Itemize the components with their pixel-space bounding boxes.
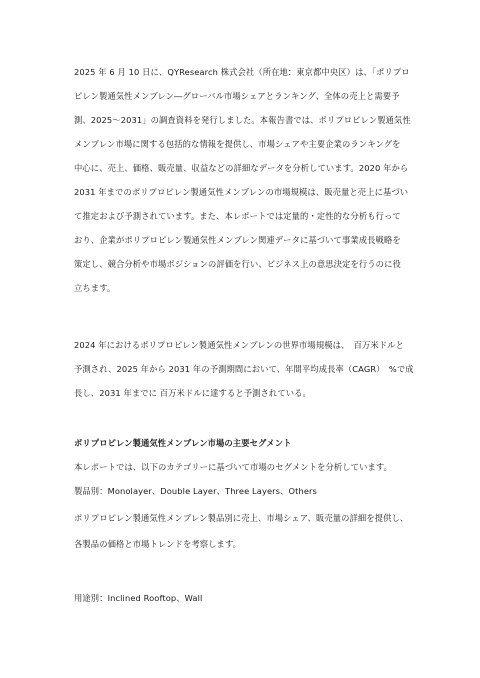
product-desc-line-2: 各製品の価格と市場トレンドを考察します。	[74, 539, 242, 549]
segment-heading: ポリプロピレン製通気性メンブレン市場の主要セグメント	[74, 438, 292, 448]
intro-line-5: 中心に、売上、価格、販売量、収益などの詳細なデータを分析しています。2020 年から	[74, 163, 409, 173]
application-line: 用途別：Inclined Rooftop、Wall	[74, 593, 203, 603]
intro-line-9: 策定し、競合分析や市場ポジションの評価を行い、ビジネス上の意思決定を行うのに役	[74, 259, 401, 269]
intro-line-7: て推定および予測されています。また、本レポートでは定量的・定性的な分析も行って	[74, 211, 401, 221]
product-desc-line-1: ポリプロピレン製通気性メンブレン製品別に売上、市場シェア、販売量の詳細を提供し、	[74, 513, 409, 523]
market-line-1: 2024 年におけるポリプロピレン製通気性メンブレンの世界市場規模は、 百万米ドルと	[74, 340, 405, 350]
intro-line-6: 2031 年までのポリプロピレン製通気性メンブレンの市場規模は、販売量と売上に基づい	[74, 187, 409, 197]
product-type-line: 製品別：Monolayer、Double Layer、Three Layers、Others	[74, 486, 317, 496]
intro-line-2: ピレン製通気性メンブレン―グローバル市場シェアとランキング、全体の売上と需要予	[74, 91, 400, 101]
segment-intro: 本レポートでは、以下のカテゴリーに基づいて市場のセグメントを分析しています。	[74, 462, 393, 472]
intro-line-1: 2025 年 6 月 10 日に、QYResearch 株式会社（所在地：東京都中央区）は、「ポリプロ	[74, 67, 410, 77]
intro-line-8: おり、企業がポリプロピレン製通気性メンブレン関連データに基づいて事業成長戦略を	[74, 235, 401, 245]
market-line-3: 長し、2031 年までに 百万米ドルに達すると予測されている。	[74, 388, 311, 398]
intro-line-4: メンブレン市場に関する包括的な情報を提供し、市場シェアや主要企業のランキングを	[74, 139, 401, 149]
intro-line-3: 測、2025～2031」の調査資料を発行しました。本報告書では、ポリプロピレン製通気性	[74, 115, 411, 125]
intro-line-10: 立ちます。	[74, 283, 116, 293]
market-line-2: 予測され、2025 年から 2031 年の予測期間において、年間平均成長率（CAGR） %で成	[74, 364, 414, 374]
